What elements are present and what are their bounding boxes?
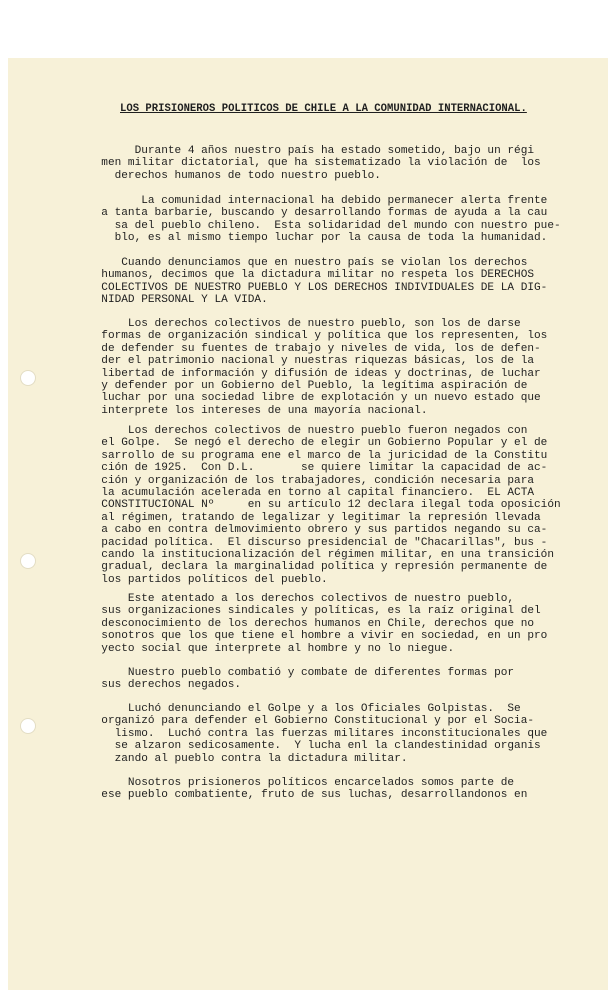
text-line: los partidos políticos del pueblo.: [68, 573, 328, 586]
text-line: al régimen, tratando de legalizar y legitimar la represión llevada: [68, 511, 541, 524]
punch-hole: [20, 553, 36, 569]
text-line: derechos humanos de todo nuestro pueblo.: [68, 169, 381, 182]
text-line: zando al pueblo contra la dictadura militar.: [68, 752, 408, 765]
text-line: ción de 1925. Con D.L. se quiere limitar la capacidad de ac-: [68, 462, 548, 475]
text-line: ese pueblo combatiente, fruto de sus luchas, desarrollandonos en: [68, 789, 528, 802]
text-line: gradual, declara la marginalidad política y represión permanente de: [68, 561, 548, 574]
text-line: organizó para defender el Gobierno Constitucional y por el Socia-: [68, 715, 535, 728]
text-line: a cabo en contra delmovimiento obrero y sus partidos negando su ca-: [68, 524, 548, 537]
text-line: interprete los intereses de una mayoría nacional.: [68, 404, 428, 417]
document-title: LOS PRISIONEROS POLITICOS DE CHILE A LA COMUNIDAD INTERNACIONAL.: [120, 103, 527, 115]
paragraph: [68, 257, 592, 307]
text-line: Cuando denunciamos que en nuestro país se violan los derechos: [68, 257, 528, 269]
text-line: Durante 4 años nuestro país ha estado sometido, bajo un régi: [68, 145, 535, 157]
text-line: men militar dictatorial, que ha sistematizado la violación de los: [68, 157, 541, 170]
text-line: la acumulación acelerada en torno al capital financiero. EL ACTA: [68, 486, 535, 499]
text-line: luchar por una sociedad libre de explotación y un nuevo estado que: [68, 392, 541, 405]
text-line: libertad de información y difusión de ideas y doctrinas, de luchar: [68, 367, 541, 380]
text-line: Nosotros prisioneros políticos encarcelados somos parte de: [68, 777, 515, 789]
text-line: y defender por un Gobierno del Pueblo, la legítima aspiración de: [68, 379, 528, 392]
text-line: formas de organización sindical y política que los representen, los: [68, 330, 548, 343]
paragraph: [68, 195, 592, 245]
text-line: el Golpe. Se negó el derecho de elegir un Gobierno Popular y el de: [68, 437, 548, 450]
text-line: CONSTITUCIONAL Nº en su artículo 12 declara ilegal toda oposición: [68, 499, 561, 512]
text-line: sarrollo de su programa ene el marco de la juricidad de la Constitu: [68, 449, 548, 462]
text-line: ción y organización de los trabajadores, condición necesaria para: [68, 474, 535, 487]
text-line: COLECTIVOS DE NUESTRO PUEBLO Y LOS DERECHOS INDIVIDUALES DE LA DIG-: [68, 281, 548, 294]
punch-hole: [20, 718, 36, 734]
text-line: La comunidad internacional ha debido permanecer alerta frente: [68, 195, 548, 207]
text-line: Los derechos colectivos de nuestro pueblo, son los de darse: [68, 318, 521, 330]
paragraph: [68, 777, 592, 802]
text-line: Este atentado a los derechos colectivos de nuestro pueblo,: [68, 593, 515, 605]
text-line: pacidad política. El discurso presidencial de "Chacarillas", bus -: [68, 536, 548, 549]
paragraph: [68, 425, 592, 586]
text-line: Nuestro pueblo combatió y combate de diferentes formas por: [68, 667, 515, 679]
punch-hole: [20, 370, 36, 386]
text-line: de defender su fuentes de trabajo y niveles de vida, los de defen-: [68, 342, 541, 355]
text-line: der el patrimonio nacional y nuestras riquezas básicas, los de la: [68, 355, 535, 368]
paragraph: [68, 703, 592, 765]
text-line: desconocimiento de los derechos humanos en Chile, derechos que no: [68, 617, 535, 630]
text-line: sonotros que los que tiene el hombre a vivir en sociedad, en un pro: [68, 630, 548, 643]
text-line: a tanta barbarie, buscando y desarrollando formas de ayuda a la cau: [68, 207, 548, 220]
paragraph: [68, 145, 592, 182]
text-line: sa del pueblo chileno. Esta solidaridad del mundo con nuestro pue-: [68, 219, 561, 232]
text-line: sus derechos negados.: [68, 679, 242, 692]
text-line: blo, es al mismo tiempo luchar por la causa de toda la humanidad.: [68, 232, 548, 245]
text-line: lismo. Luchó contra las fuerzas militares inconstitucionales que: [68, 727, 548, 740]
text-line: Los derechos colectivos de nuestro pueblo fueron negados con: [68, 425, 528, 437]
paragraph: [68, 667, 592, 692]
text-line: humanos, decimos que la dictadura militar no respeta los DERECHOS: [68, 269, 535, 282]
text-line: NIDAD PERSONAL Y LA VIDA.: [68, 294, 268, 307]
text-line: yecto social que interprete al hombre y no lo niegue.: [68, 642, 455, 655]
text-line: se alzaron sedicosamente. Y lucha enl la clandestinidad organis: [68, 740, 541, 753]
text-line: cando la institucionalización del régimen militar, en una transición: [68, 548, 554, 561]
paragraph: [68, 318, 592, 417]
paragraph: [68, 593, 592, 655]
text-line: Luchó denunciando el Golpe y a los Oficiales Golpistas. Se: [68, 703, 521, 715]
text-line: sus organizaciones sindicales y políticas, es la raíz original del: [68, 605, 541, 618]
